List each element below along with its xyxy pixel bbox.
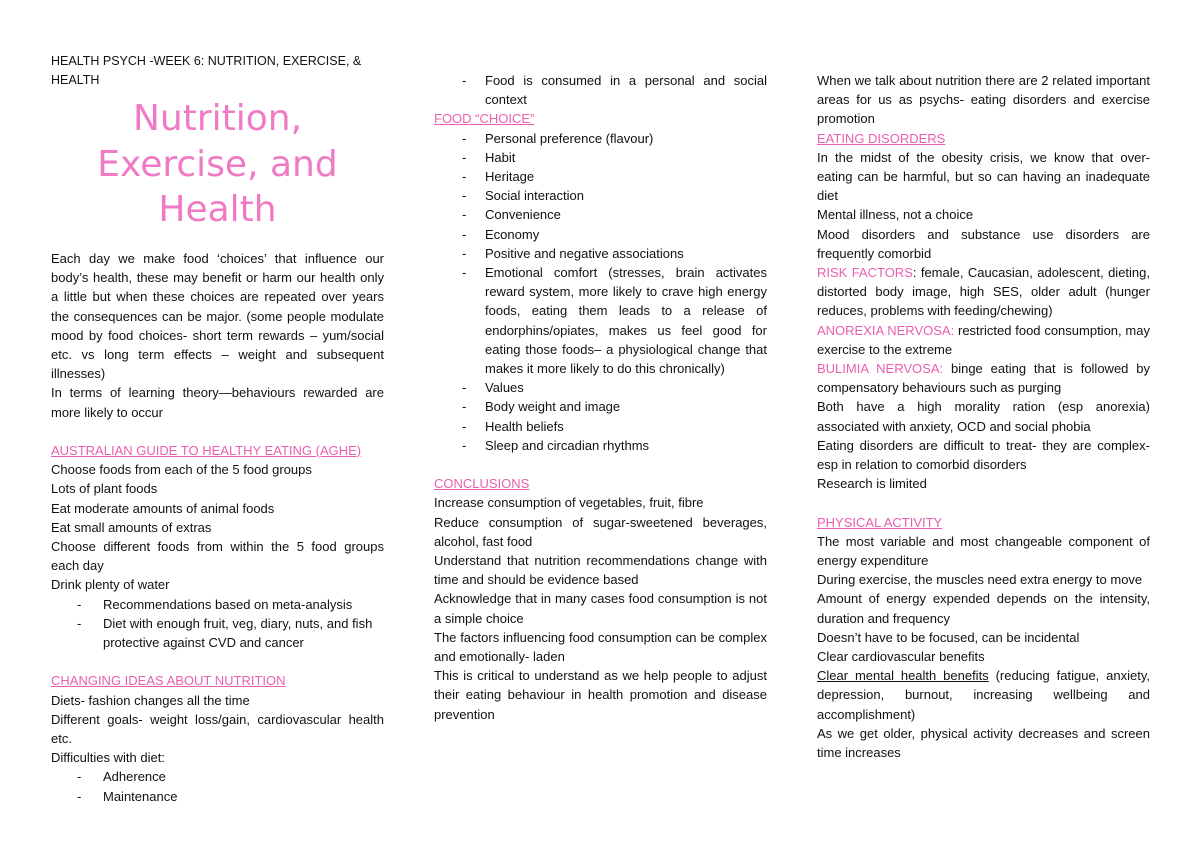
aghe-line: Lots of plant foods <box>51 481 158 497</box>
after-line: Eating disorders are difficult to treat- they are complex- esp in relation to comorbid disorders <box>817 437 1150 473</box>
list-item: - Heritage <box>434 167 767 186</box>
anorexia-label: ANOREXIA NERVOSA: <box>817 322 955 338</box>
title-line-1: Nutrition, <box>132 98 303 140</box>
column-1 <box>51 52 384 806</box>
physical-line: Amount of energy expended depends on the intensity, duration and frequency <box>817 591 1150 626</box>
list-item: - Social interaction <box>434 186 767 205</box>
list-item: - Emotional comfort (stresses, brain activates reward system, more likely to crave high energy foods, eating them leads to a release of endorphins/opiates, makes us feel good for eating those foods– a physiological change that makes it more likely to do this chronically) <box>434 263 767 378</box>
conclusion-line: Understand that nutrition recommendations change with time and should be evidence based <box>434 553 767 588</box>
list-item: - Body weight and image <box>434 397 767 416</box>
risk-factors-text: : female, Caucasian, adolescent, dieting, distorted body image, high SES, older adult (hunger reduces, problems with feeding/chewing) <box>817 265 1151 319</box>
list-item: - Positive and negative associations <box>434 244 767 263</box>
changing-line: Difficulties with diet: <box>51 750 165 766</box>
food-choice-heading: FOOD “CHOICE” <box>434 111 535 127</box>
mental-health-text: (reducing fatigue, anxiety, depression, burnout, increasing wellbeing and accomplishment) <box>817 668 1151 722</box>
aghe-line: Drink plenty of water <box>51 577 170 593</box>
bulimia-paragraph <box>817 359 1150 397</box>
context-list <box>434 71 767 109</box>
aghe-line: Choose different foods from within the 5 food groups each day <box>51 538 384 574</box>
mental-health-paragraph <box>817 666 1150 724</box>
physical-line: Doesn’t have to be focused, can be incidental <box>817 629 1080 645</box>
risk-factors-paragraph <box>817 263 1150 321</box>
list-item: - Sleep and circadian rhythms <box>434 436 767 455</box>
list-item: - Recommendations based on meta-analysis <box>51 595 384 614</box>
aghe-bullets <box>51 595 384 653</box>
column-3 <box>817 71 1150 762</box>
document-title <box>51 96 384 233</box>
bulimia-label: BULIMIA NERVOSA: <box>817 361 944 377</box>
document-header: HEALTH PSYCH -WEEK 6: NUTRITION, EXERCISE, & HEALTH <box>51 54 362 88</box>
physical-line: The most variable and most changeable component of energy expenditure <box>817 533 1150 569</box>
risk-factors-label: RISK FACTORS <box>817 265 913 281</box>
list-item: - Maintenance <box>51 787 384 806</box>
mental-health-label: Clear mental health benefits <box>817 668 989 684</box>
conclusion-line: The factors influencing food consumption can be complex and emotionally- laden <box>434 629 767 665</box>
food-choice-list <box>434 129 767 455</box>
conclusion-line: Acknowledge that in many cases food consumption is not a simple choice <box>434 591 767 626</box>
nutrition-intro: When we talk about nutrition there are 2 related important areas for us as psychs- eating disorders and exercise promotion <box>817 73 1150 127</box>
list-item: - Personal preference (flavour) <box>434 129 767 148</box>
older-line: As we get older, physical activity decreases and screen time increases <box>817 725 1150 761</box>
conclusion-line: Reduce consumption of sugar-sweetened beverages, alcohol, fast food <box>434 514 767 549</box>
changing-line: Diets- fashion changes all the time <box>51 692 250 708</box>
aghe-line: Eat small amounts of extras <box>51 519 212 535</box>
column-2 <box>434 71 767 724</box>
conclusion-line: This is critical to understand as we help people to adjust their eating behaviour in health promotion and disease prevention <box>434 668 767 722</box>
eating-line: Mental illness, not a choice <box>817 207 974 223</box>
list-item: - Adherence <box>51 767 384 786</box>
eating-line: Mood disorders and substance use disorders are frequently comorbid <box>817 226 1150 261</box>
list-item: - Diet with enough fruit, veg, diary, nuts, and fish protective against CVD and cancer <box>51 614 384 652</box>
aghe-line: Eat moderate amounts of animal foods <box>51 500 275 516</box>
list-item: - Convenience <box>434 205 767 224</box>
list-item: - Economy <box>434 225 767 244</box>
physical-line: During exercise, the muscles need extra energy to move <box>817 572 1143 588</box>
after-line: Both have a high morality ration (esp anorexia) associated with anxiety, OCD and social phobia <box>817 399 1150 434</box>
eating-line: In the midst of the obesity crisis, we know that over-eating can be harmful, but so can having an inadequate diet <box>817 149 1150 204</box>
changing-ideas-heading: CHANGING IDEAS ABOUT NUTRITION <box>51 673 286 689</box>
title-line-3: Health <box>158 189 277 231</box>
list-item: - Values <box>434 378 767 397</box>
conclusion-line: Increase consumption of vegetables, fruit, fibre <box>434 495 704 511</box>
list-item: - Health beliefs <box>434 417 767 436</box>
changing-line: Different goals- weight loss/gain, cardiovascular health etc. <box>51 711 384 746</box>
anorexia-text: restricted food consumption, may exercise to the extreme <box>817 322 1150 357</box>
intro-paragraph: Each day we make food ‘choices’ that influence our body’s health, these may benefit or harm our health only a little but when these choices are repeated over years the consequences can be major. (some people modulate mood by food choices- short term rewards – yum/social etc. vs long term effects – weight and subsequent illnesses) <box>51 250 384 382</box>
list-item: - Habit <box>434 148 767 167</box>
physical-activity-heading: PHYSICAL ACTIVITY <box>817 514 943 530</box>
list-item: - Food is consumed in a personal and social context <box>434 71 767 109</box>
aghe-heading: AUSTRALIAN GUIDE TO HEALTHY EATING (AGHE) <box>51 442 362 458</box>
conclusions-heading: CONCLUSIONS <box>434 476 530 492</box>
difficulties-list <box>51 767 384 805</box>
physical-line: Clear cardiovascular benefits <box>817 649 985 665</box>
bulimia-text: binge eating that is followed by compensatory behaviours such as purging <box>817 361 1150 396</box>
eating-disorders-heading: EATING DISORDERS <box>817 130 946 146</box>
learning-theory-paragraph: In terms of learning theory—behaviours rewarded are more likely to occur <box>51 385 384 420</box>
aghe-line: Choose foods from each of the 5 food groups <box>51 462 312 478</box>
anorexia-paragraph <box>817 321 1150 359</box>
title-line-2: Exercise, and <box>97 143 338 185</box>
after-line: Research is limited <box>817 476 927 492</box>
